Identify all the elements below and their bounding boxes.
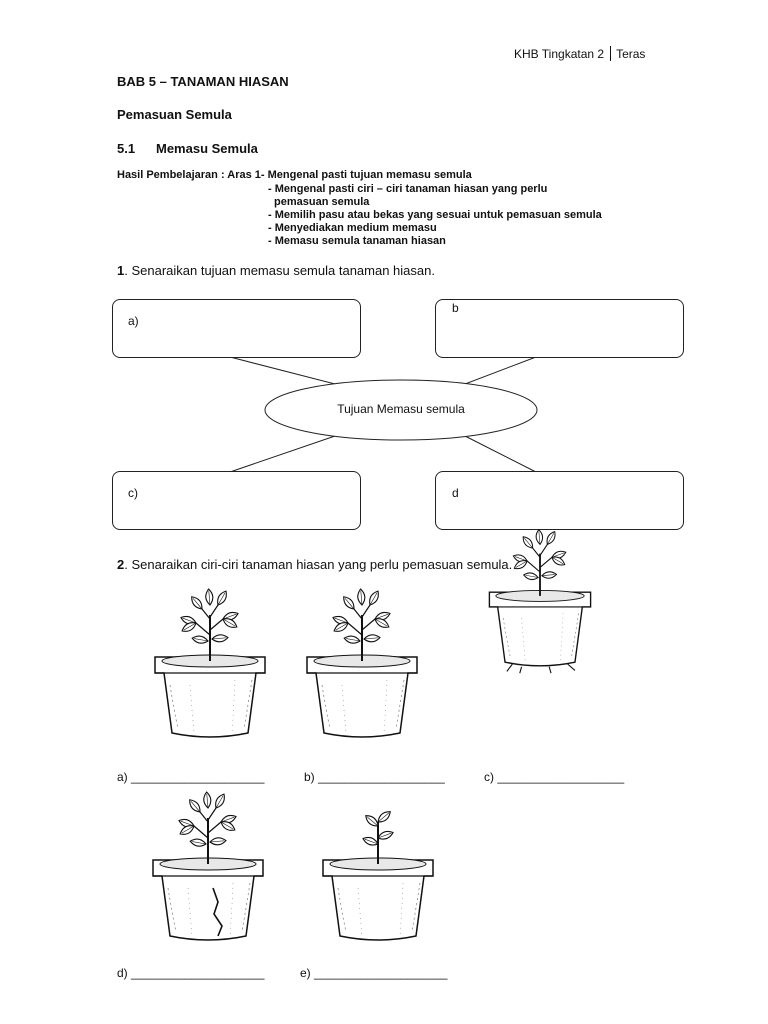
header-track: Teras: [616, 47, 646, 61]
answer-line-c[interactable]: c) ___________________: [484, 770, 625, 784]
plant-pot-illustration-cracked: [153, 792, 263, 940]
learning-outcome-item: - Memilih pasu atau bekas yang sesuai untuk pemasuan semula: [268, 209, 602, 221]
box-label: d: [452, 486, 459, 500]
answer-line-a[interactable]: a) ____________________: [117, 770, 265, 784]
center-label: Tujuan Memasu semula: [337, 402, 465, 416]
subsection-number: 5.1: [117, 141, 136, 156]
subsection-title: Memasu Semula: [156, 141, 258, 156]
learning-outcome-item: - Memasu semula tanaman hiasan: [268, 235, 446, 247]
plant-pot-illustration: [155, 589, 265, 737]
learning-outcome-item: - Menyediakan medium memasu: [268, 222, 437, 234]
plant-pot-illustration-roots: [489, 529, 590, 673]
plant-pot-illustration: [307, 589, 417, 737]
learning-outcome-item: - Mengenal pasti ciri – ciri tanaman hiasan yang perlu: [268, 183, 548, 195]
answer-line-d[interactable]: d) ____________________: [117, 966, 265, 980]
box-label: c): [128, 486, 138, 500]
header-subject: KHB Tingkatan 2: [514, 47, 605, 61]
plant-pot-illustration-small-plant: [323, 809, 433, 940]
answer-line-e[interactable]: e) ____________________: [300, 966, 448, 980]
question-2-text: . Senaraikan ciri-ciri tanaman hiasan yang perlu pemasuan semula.: [124, 557, 513, 572]
answer-line-b[interactable]: b) ___________________: [304, 770, 445, 784]
question-1-text: . Senaraikan tujuan memasu semula tanaman hiasan.: [124, 263, 435, 278]
box-label: a): [128, 314, 139, 328]
question-1-number: 1: [117, 263, 125, 278]
question-2-number: 2: [117, 557, 125, 572]
chapter-title: BAB 5 – TANAMAN HIASAN: [117, 74, 289, 89]
learning-outcome-lead: Hasil Pembelajaran : Aras 1- Mengenal pasti tujuan memasu semula: [117, 169, 472, 181]
learning-outcome-item: pemasuan semula: [274, 196, 370, 208]
box-label: b: [452, 301, 459, 315]
section-title: Pemasuan Semula: [117, 107, 232, 122]
